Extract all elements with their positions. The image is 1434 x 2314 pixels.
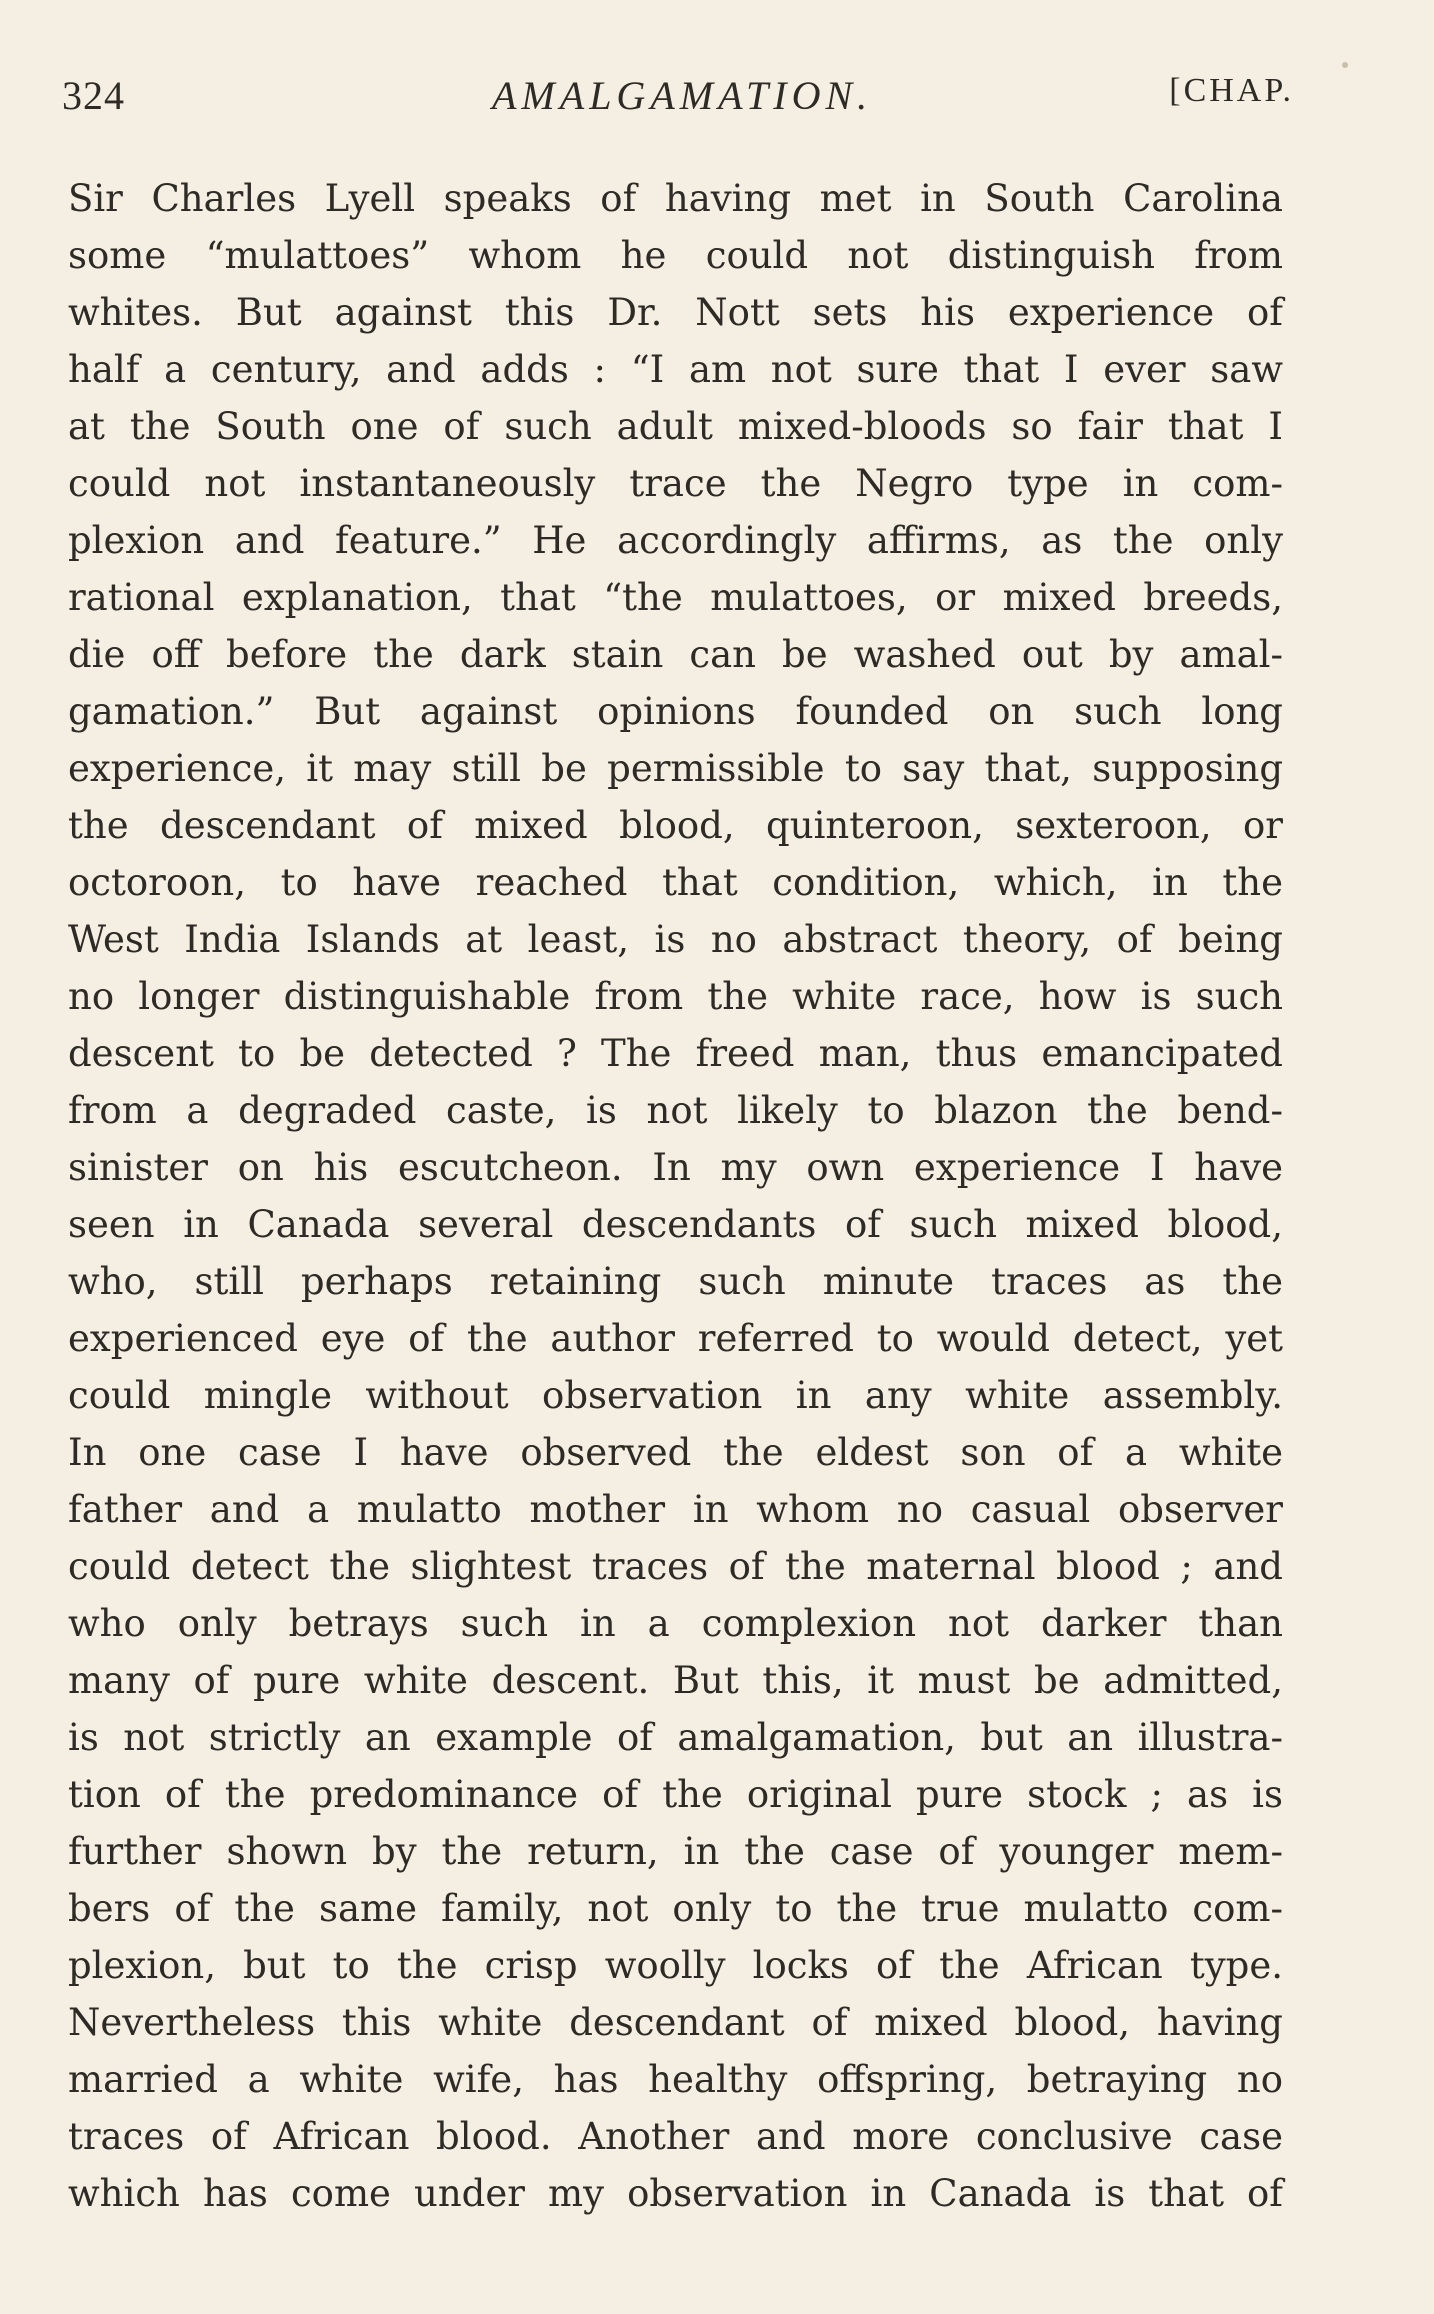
text-line: tion of the predominance of the original pure stock ; as is <box>68 1773 1283 1816</box>
text-line: traces of African blood. Another and more conclusive case <box>68 2115 1283 2158</box>
text-line: plexion, but to the crisp woolly locks of the African type. <box>68 1944 1283 1987</box>
text-line: could detect the slightest traces of the maternal blood ; and <box>68 1545 1283 1588</box>
text-line: die off before the dark stain can be washed out by amal- <box>68 633 1283 676</box>
text-line: some “mulattoes” whom he could not distinguish from <box>68 234 1283 277</box>
text-line: no longer distinguishable from the white race, how is such <box>68 975 1283 1018</box>
text-line: which has come under my observation in Canada is that of <box>68 2172 1283 2215</box>
text-line: bers of the same family, not only to the true mulatto com- <box>68 1887 1283 1930</box>
text-line: whites. But against this Dr. Nott sets his experience of <box>68 291 1283 334</box>
text-line: plexion and feature.” He accordingly affirms, as the only <box>68 519 1283 562</box>
text-line: Sir Charles Lyell speaks of having met in South Carolina <box>68 177 1283 220</box>
text-line: father and a mulatto mother in whom no casual observer <box>68 1488 1283 1531</box>
text-line: In one case I have observed the eldest son of a white <box>68 1431 1283 1474</box>
chapter-title: AMALGAMATION. <box>492 73 873 118</box>
text-line: West India Islands at least, is no abstract theory, of being <box>68 918 1283 961</box>
text-line: who only betrays such in a complexion not darker than <box>68 1602 1283 1645</box>
text-line: from a degraded caste, is not likely to blazon the bend- <box>68 1089 1283 1132</box>
text-line: the descendant of mixed blood, quinteroon, sexteroon, or <box>68 804 1283 847</box>
text-line: further shown by the return, in the case of younger mem- <box>68 1830 1283 1873</box>
text-line: could not instantaneously trace the Negro type in com- <box>68 462 1283 505</box>
text-line: descent to be detected ? The freed man, thus emancipated <box>68 1032 1283 1075</box>
text-line: experience, it may still be permissible to say that, supposing <box>68 747 1283 790</box>
page-number: 324 <box>62 73 125 118</box>
paper-speck <box>1342 62 1348 68</box>
text-line: half a century, and adds : “I am not sure that I ever saw <box>68 348 1283 391</box>
chapter-marker: [CHAP. <box>1169 72 1294 109</box>
body-text <box>68 170 1283 2222</box>
text-line: is not strictly an example of amalgamation, but an illustra- <box>68 1716 1283 1759</box>
running-head <box>62 72 1294 132</box>
text-line: who, still perhaps retaining such minute traces as the <box>68 1260 1283 1303</box>
text-line: at the South one of such adult mixed-bloods so fair that I <box>68 405 1283 448</box>
text-line: seen in Canada several descendants of such mixed blood, <box>68 1203 1283 1246</box>
text-line: octoroon, to have reached that condition, which, in the <box>68 861 1283 904</box>
text-line: Nevertheless this white descendant of mixed blood, having <box>68 2001 1283 2044</box>
text-line: married a white wife, has healthy offspring, betraying no <box>68 2058 1283 2101</box>
text-line: sinister on his escutcheon. In my own experience I have <box>68 1146 1283 1189</box>
text-line: experienced eye of the author referred to would detect, yet <box>68 1317 1283 1360</box>
text-line: rational explanation, that “the mulattoes, or mixed breeds, <box>68 576 1283 619</box>
text-line: gamation.” But against opinions founded on such long <box>68 690 1283 733</box>
text-line: many of pure white descent. But this, it must be admitted, <box>68 1659 1283 1702</box>
text-line: could mingle without observation in any white assembly. <box>68 1374 1283 1417</box>
